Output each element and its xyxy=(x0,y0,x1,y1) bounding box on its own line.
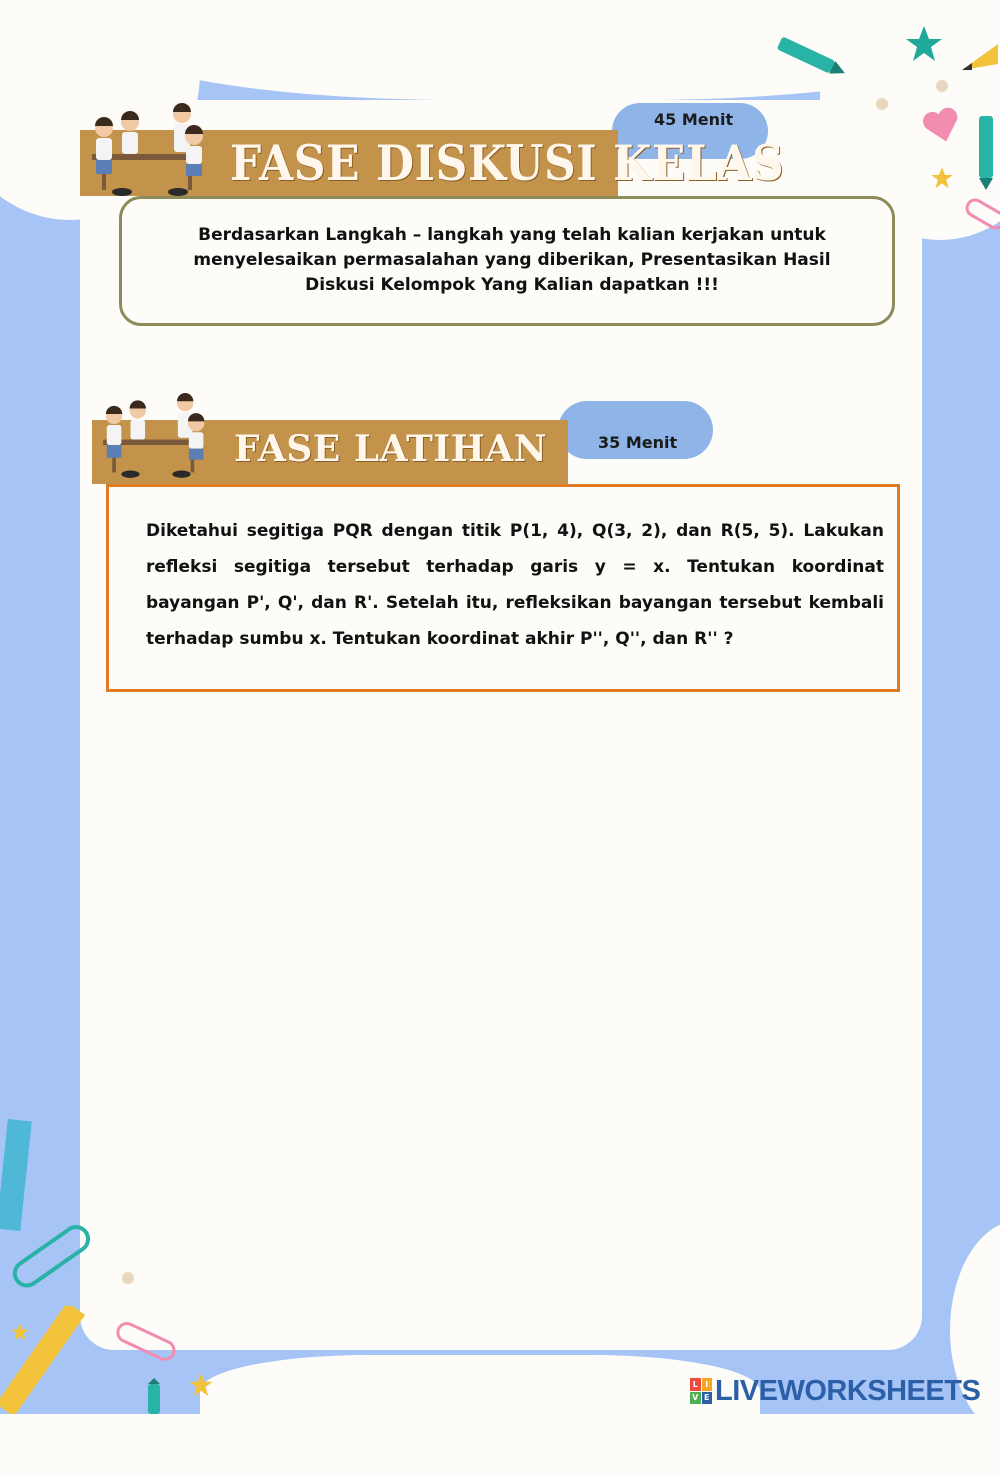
heart-icon xyxy=(922,106,962,146)
dot-decoration xyxy=(876,98,888,110)
logo-mark-icon xyxy=(690,1378,712,1404)
section-banner xyxy=(80,130,785,196)
paperclip-icon xyxy=(962,196,1000,236)
paperclip-icon xyxy=(110,1316,180,1366)
instruction-text: Berdasarkan Langkah – langkah yang telah kalian kerjakan untuk menyelesaikan permasalahan yang diberikan, Presentasikan Hasil Diskusi Kelompok Yang Kalian dapatkan !!! xyxy=(193,225,831,295)
crayon-icon xyxy=(975,110,999,190)
dot-decoration xyxy=(936,80,948,92)
star-icon xyxy=(930,166,954,190)
duration-label: 35 Menit xyxy=(598,433,678,452)
duration-badge xyxy=(558,401,713,459)
star-icon xyxy=(188,1372,214,1398)
logo-mark-letter: V xyxy=(690,1392,701,1405)
logo-mark-letter: E xyxy=(702,1392,713,1405)
section-title: FASE LATIHAN xyxy=(234,428,548,470)
exercise-box xyxy=(106,484,900,692)
students-illustration xyxy=(94,388,218,482)
cloud-bottom xyxy=(200,1355,760,1475)
instruction-box xyxy=(119,196,895,326)
crayon-icon xyxy=(770,36,850,80)
duration-label: 45 Menit xyxy=(654,110,734,129)
star-icon xyxy=(10,1322,30,1342)
star-icon xyxy=(904,24,944,64)
exercise-text: Diketahui segitiga PQR dengan titik P(1, 4), Q(3, 2), dan R(5, 5). Lakukan refleksi segitiga tersebut terhadap garis y = x. Tentukan koordinat bayangan P', Q', dan R'. Setelah itu, refleksikan bayangan tersebut kembali terhadap sumbu x. Tentukan koordinat akhir P'', Q'', dan R'' ? xyxy=(146,521,884,649)
ruler-icon xyxy=(0,1116,34,1234)
section-banner xyxy=(92,420,568,484)
logo-mark-letter: I xyxy=(702,1378,713,1391)
pencil-icon xyxy=(958,40,1000,76)
students-illustration xyxy=(82,100,218,198)
paperclip-icon xyxy=(4,1218,94,1294)
logo-text: LIVEWORKSHEETS xyxy=(715,1374,981,1407)
logo-mark-letter: L xyxy=(690,1378,701,1391)
dot-decoration xyxy=(122,1272,134,1284)
liveworksheets-logo[interactable] xyxy=(690,1374,980,1408)
crayon-icon xyxy=(140,1378,170,1414)
section-title: FASE DISKUSI KELAS xyxy=(230,136,785,193)
